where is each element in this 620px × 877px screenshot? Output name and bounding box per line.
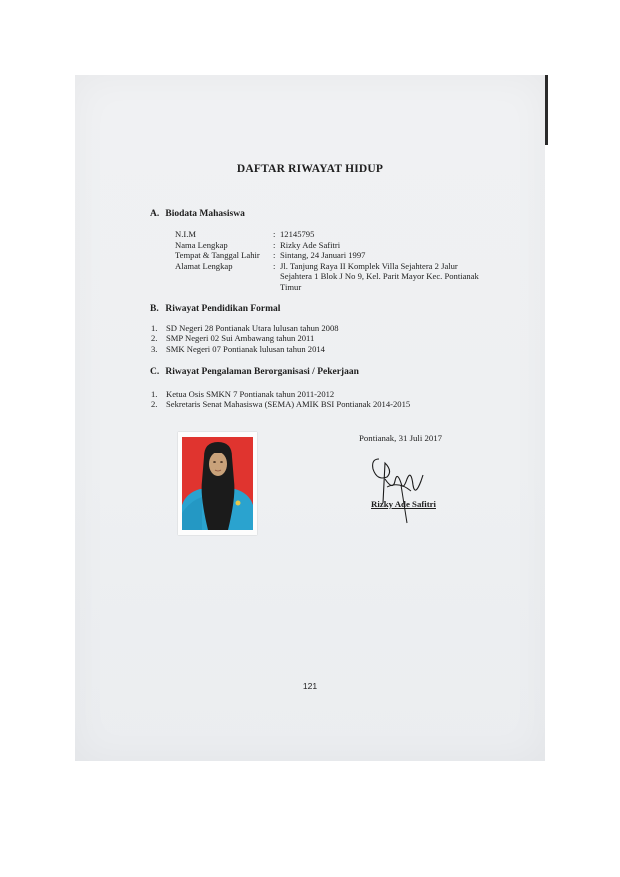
list-item-number: 2.	[151, 399, 158, 410]
section-c-title: Riwayat Pengalaman Berorganisasi / Pekerjaan	[165, 367, 359, 377]
biodata-row-name	[175, 240, 480, 251]
list-item	[151, 399, 410, 409]
list-item	[151, 333, 339, 343]
section-c-heading	[150, 367, 359, 377]
list-item-number: 2.	[151, 333, 158, 344]
biodata-label: Nama Lengkap	[175, 239, 228, 250]
list-item-number: 1.	[151, 323, 158, 333]
portrait-image	[182, 437, 253, 530]
list-item	[151, 389, 410, 399]
list-item-text: Ketua Osis SMKN 7 Pontianak tahun 2011-2012	[166, 389, 335, 399]
biodata-row-nim	[175, 229, 480, 240]
place-date: Pontianak, 31 Juli 2017	[359, 433, 443, 443]
section-b-title: Riwayat Pendidikan Formal	[165, 304, 281, 314]
section-a-number: A.	[150, 209, 160, 219]
biodata-value: Rizky Ade Safitri	[280, 239, 341, 250]
biodata-row-birth	[175, 250, 480, 261]
signer-name: Rizky Ade Safitri	[371, 499, 436, 509]
section-b-number: B.	[150, 304, 159, 314]
document-page	[75, 75, 545, 761]
page-edge-shadow	[545, 75, 548, 145]
biodata-label: Tempat & Tanggal Lahir	[175, 250, 260, 261]
list-item-text: SD Negeri 28 Pontianak Utara lulusan tahun 2008	[166, 323, 339, 333]
section-a-title: Biodata Mahasiswa	[165, 209, 245, 219]
list-item-text: SMK Negeri 07 Pontianak lulusan tahun 2014	[166, 343, 325, 354]
biodata-value: 12145795	[280, 229, 315, 239]
biodata-separator: :	[273, 239, 276, 250]
section-b-heading	[150, 304, 280, 314]
biodata-separator: :	[273, 250, 276, 261]
handwritten-signature	[367, 451, 447, 531]
education-list	[151, 323, 339, 354]
biodata-label: Alamat Lengkap	[175, 260, 233, 271]
biodata-value: Jl. Tanjung Raya II Komplek Villa Sejahtera 2 Jalur Sejahtera 1 Blok J No 9, Kel. Parit Mayor Kec. Pontianak Timur	[280, 260, 479, 292]
biodata-separator: :	[273, 229, 276, 239]
biodata-label: N.I.M	[175, 229, 197, 239]
biodata-separator: :	[273, 260, 276, 271]
section-a-heading	[150, 209, 245, 219]
list-item	[151, 344, 339, 354]
page-number: 121	[302, 681, 318, 691]
list-item-text: SMP Negeri 02 Sui Ambawang tahun 2011	[166, 333, 315, 344]
list-item-number: 1.	[151, 389, 158, 399]
list-item-number: 3.	[151, 343, 158, 354]
list-item-text: Sekretaris Senat Mahasiswa (SEMA) AMIK BSI Pontianak 2014-2015	[166, 399, 411, 410]
biodata-table	[175, 229, 480, 293]
list-item	[151, 323, 339, 333]
section-c-number: C.	[150, 367, 160, 377]
biodata-value: Sintang, 24 Januari 1997	[280, 250, 366, 261]
profile-photo	[178, 432, 257, 535]
biodata-row-address	[175, 261, 480, 293]
document-title: DAFTAR RIWAYAT HIDUP	[236, 163, 384, 175]
experience-list	[151, 389, 410, 410]
